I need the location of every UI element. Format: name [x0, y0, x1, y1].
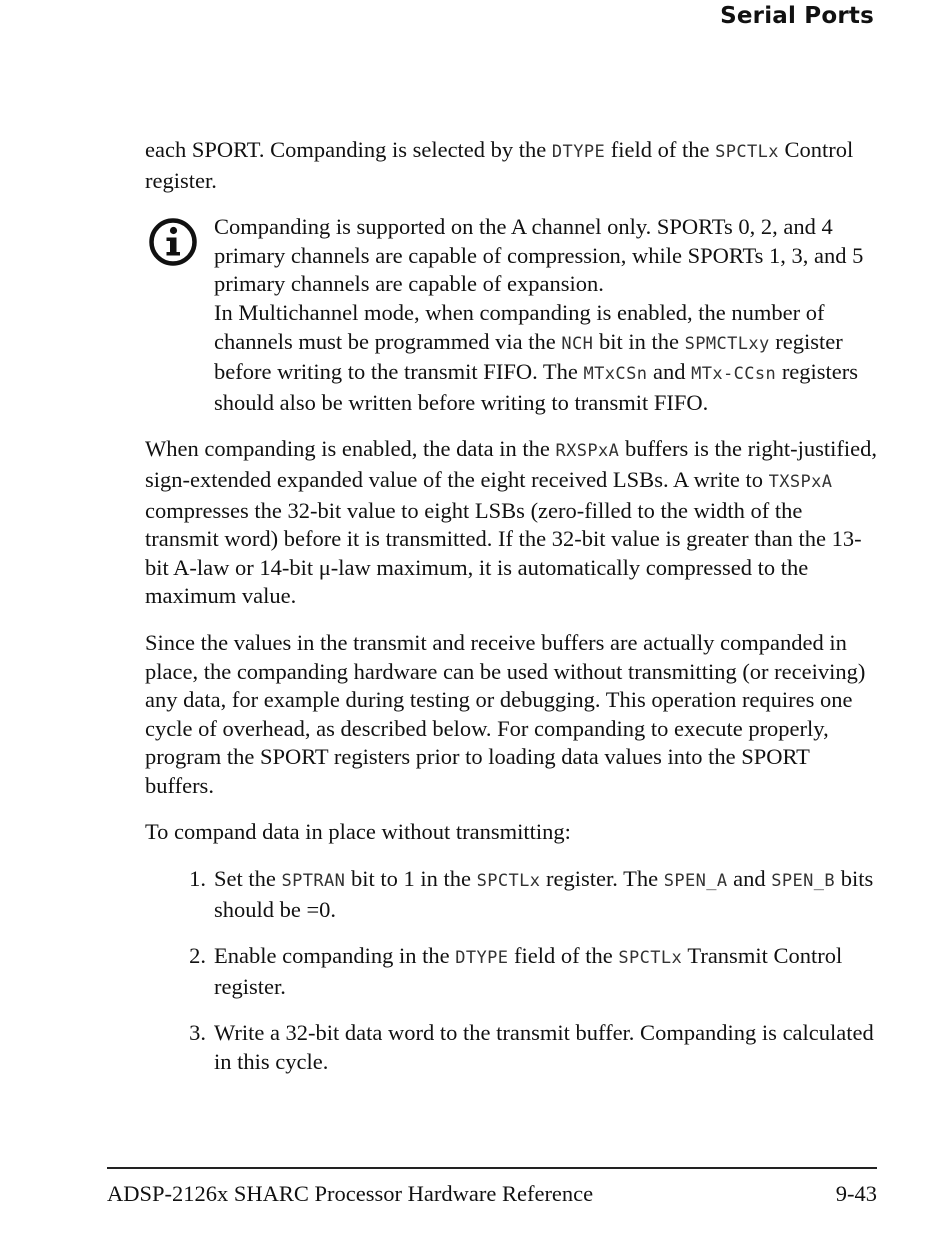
text-run: Control register. — [145, 137, 854, 193]
register-name: SPCTLx — [618, 948, 683, 969]
note-paragraph-1: Companding is supported on the A channel only. SPORTs 0, 2, and 4 primary channels are capable of compression, while SPORTs 1, 3, and 5 primary channels are capable of expansion. — [214, 214, 864, 297]
text-run: bit to 1 in the — [345, 866, 477, 892]
footer-book-title: ADSP-2126x SHARC Processor Hardware Reference — [107, 1181, 594, 1206]
text-run: buffers is the right-justified, sign-extended expanded value of the eight received LSBs. A write to — [145, 436, 877, 492]
footer-page-number: 9-43 — [835, 1181, 877, 1206]
paragraph-companding-data — [145, 435, 880, 611]
bit-name: SPTRAN — [281, 871, 346, 892]
list-item — [145, 1019, 880, 1076]
section-title: Serial Ports — [720, 3, 874, 29]
text-run: Write a 32-bit data word to the transmit buffer. Companding is calculated in this cycle. — [214, 1020, 874, 1075]
paragraph-compand-in-place: Since the values in the transmit and receive buffers are actually companded in place, the companding hardware can be used without transmitting (or receiving) any data, for example during testing or debugging. This operation requires one cycle of overhead, as described below. For companding to execute properly, program the SPORT registers prior to loading data values into the SPORT buffers. — [145, 629, 866, 798]
register-name: MTxCSn — [583, 364, 648, 385]
step-number: 2. — [189, 943, 206, 969]
step-number: 3. — [189, 1020, 206, 1046]
text-run: Set the — [214, 866, 282, 892]
text-run: register before writing to the transmit FIFO. The — [214, 328, 843, 385]
text-run: registers should also be written before writing to transmit FIFO. — [214, 359, 859, 415]
step-number: 1. — [189, 866, 206, 892]
page-body — [145, 136, 880, 1095]
text-run: and — [647, 359, 692, 385]
register-name: SPCTLx — [715, 142, 779, 162]
bit-name: SPEN_B — [771, 871, 836, 892]
list-item — [145, 865, 880, 924]
text-run: register. The — [540, 866, 664, 892]
text-run: When companding is enabled, the data in the — [145, 436, 556, 462]
text-run: compresses the 32-bit value to eight LSBs (zero-filled to the width of the transmit word) before it is transmitted. If the 32-bit value is greater than the 13-bit A-law or 14-bit μ-law maximum, it is automatically compressed to the maximum value. — [145, 497, 862, 609]
text-run: Transmit Control register. — [214, 943, 843, 999]
register-name: MTx-CCsn — [691, 364, 777, 385]
text-run: bits should be =0. — [214, 866, 874, 922]
register-name: RXSPxA — [555, 441, 620, 462]
bit-name: SPEN_A — [663, 871, 728, 892]
info-icon — [148, 217, 198, 267]
text-run: field of the — [508, 943, 619, 969]
paragraph-companding-select — [145, 136, 880, 195]
footer-divider — [107, 1167, 877, 1169]
register-name: SPCTLx — [476, 871, 541, 892]
info-note — [145, 213, 880, 417]
list-item — [145, 942, 880, 1001]
register-name: TXSPxA — [768, 471, 833, 492]
text-run: bit in the — [593, 328, 685, 354]
register-field-name: DTYPE — [455, 948, 509, 969]
text-run: each SPORT. Companding is selected by the — [145, 137, 552, 162]
text-run: Enable companding in the — [214, 943, 456, 969]
text-run: field of the — [605, 137, 716, 162]
bit-name: NCH — [561, 333, 594, 354]
steps-list — [145, 865, 880, 1077]
register-name: SPMCTLxy — [684, 333, 770, 354]
register-field-name: DTYPE — [551, 142, 606, 162]
paragraph-steps-intro: To compand data in place without transmitting: — [145, 819, 571, 845]
text-run: In Multichannel mode, when companding is enabled, the number of channels must be programmed via the — [214, 299, 825, 354]
note-paragraph-2 — [214, 299, 880, 417]
text-run: and — [727, 866, 772, 892]
